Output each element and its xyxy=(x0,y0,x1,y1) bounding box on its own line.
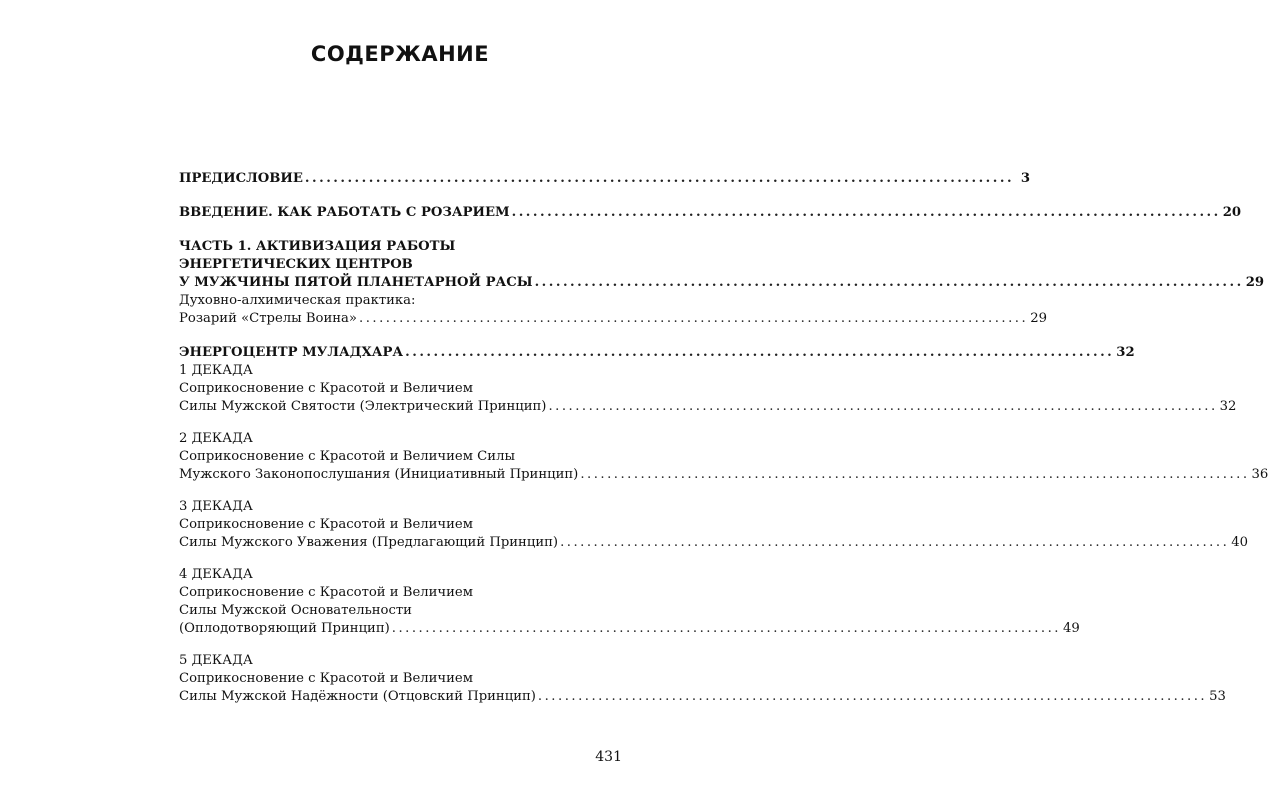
toc-entry-label: Силы Мужской Надёжности (Отцовский Принцип) xyxy=(179,689,536,704)
toc-entry-preface[interactable] xyxy=(179,170,1031,188)
toc-entry-label: Силы Мужского Уважения (Предлагающий Принцип) xyxy=(179,535,559,550)
dot-leader: .................................................................................................... xyxy=(537,689,1208,704)
decade-label: 4 ДЕКАДА xyxy=(179,567,253,582)
toc-page-number: 40 xyxy=(1231,535,1249,550)
decade-label: 3 ДЕКАДА xyxy=(179,499,253,514)
page-number: 431 xyxy=(595,749,622,765)
dot-leader: .................................................................................................... xyxy=(304,171,1015,186)
toc-entry-label: Соприкосновение с Красотой и Величием xyxy=(179,671,473,686)
toc-entry-label: ЭНЕРГЕТИЧЕСКИХ ЦЕНТРОВ xyxy=(179,257,413,272)
toc-page-number: 32 xyxy=(1219,399,1237,414)
decade-label: 1 ДЕКАДА xyxy=(179,363,253,378)
toc-entry-label: Силы Мужской Основательности xyxy=(179,603,412,618)
decade-label: 5 ДЕКАДА xyxy=(179,653,253,668)
toc-entry-part1-practice[interactable] xyxy=(179,292,1047,328)
toc-entry-label: ЭНЕРГОЦЕНТР МУЛАДХАРА xyxy=(179,345,404,360)
dot-leader: .................................................................................................... xyxy=(534,275,1244,290)
toc-entry-decade-5[interactable] xyxy=(179,652,1226,706)
toc-page-number: 20 xyxy=(1222,205,1242,220)
toc-entry-muladhara[interactable] xyxy=(179,344,1135,362)
toc-page-number: 29 xyxy=(1030,311,1047,326)
toc-page-number: 36 xyxy=(1251,467,1268,482)
toc-entry-label: ВВЕДЕНИЕ. КАК РАБОТАТЬ С РОЗАРИЕМ xyxy=(179,205,510,220)
toc-page-number: 3 xyxy=(1020,171,1031,186)
toc-entry-decade-4[interactable] xyxy=(179,566,1080,638)
dot-leader: .................................................................................................... xyxy=(511,205,1221,220)
toc-page-number: 29 xyxy=(1245,275,1265,290)
toc-entry-label: У МУЖЧИНЫ ПЯТОЙ ПЛАНЕТАРНОЙ РАСЫ xyxy=(179,275,533,290)
page-title: СОДЕРЖАНИЕ xyxy=(310,42,490,66)
dot-leader: .................................................................................................... xyxy=(560,535,1230,550)
dot-leader: .................................................................................................... xyxy=(405,345,1115,360)
toc-entry-decade-1[interactable] xyxy=(179,362,1237,416)
toc-entry-decade-3[interactable] xyxy=(179,498,1249,552)
toc-entry-label: Силы Мужской Святости (Электрический Принцип) xyxy=(179,399,547,414)
dot-leader: .................................................................................................... xyxy=(580,467,1250,482)
toc-entry-intro[interactable] xyxy=(179,204,1242,222)
toc-entry-part1[interactable] xyxy=(179,238,1265,292)
dot-leader: .................................................................................................... xyxy=(391,621,1061,636)
toc-entry-label: Соприкосновение с Красотой и Величием xyxy=(179,517,473,532)
toc-entry-decade-2[interactable] xyxy=(179,430,1268,484)
toc-entry-label: (Оплодотворяющий Принцип) xyxy=(179,621,390,636)
toc-entry-label: Соприкосновение с Красотой и Величием xyxy=(179,585,473,600)
toc-entry-label: ПРЕДИСЛОВИЕ xyxy=(179,171,303,186)
dot-leader: .................................................................................................... xyxy=(359,311,1029,326)
toc-page-number: 49 xyxy=(1062,621,1080,636)
toc-entry-label: ЧАСТЬ 1. АКТИВИЗАЦИЯ РАБОТЫ xyxy=(179,239,456,254)
toc-entry-label: Розарий «Стрелы Воина» xyxy=(179,311,357,326)
toc-entry-label: Мужского Законопослушания (Инициативный Принцип) xyxy=(179,467,579,482)
toc-entry-label: Соприкосновение с Красотой и Величием Силы xyxy=(179,449,515,464)
dot-leader: .................................................................................................... xyxy=(548,399,1218,414)
toc-page-number: 32 xyxy=(1116,345,1135,360)
toc-page-number: 53 xyxy=(1209,689,1226,704)
table-of-contents xyxy=(179,170,1268,706)
decade-label: 2 ДЕКАДА xyxy=(179,431,253,446)
toc-entry-label: Духовно-алхимическая практика: xyxy=(179,293,416,308)
toc-entry-label: Соприкосновение с Красотой и Величием xyxy=(179,381,473,396)
